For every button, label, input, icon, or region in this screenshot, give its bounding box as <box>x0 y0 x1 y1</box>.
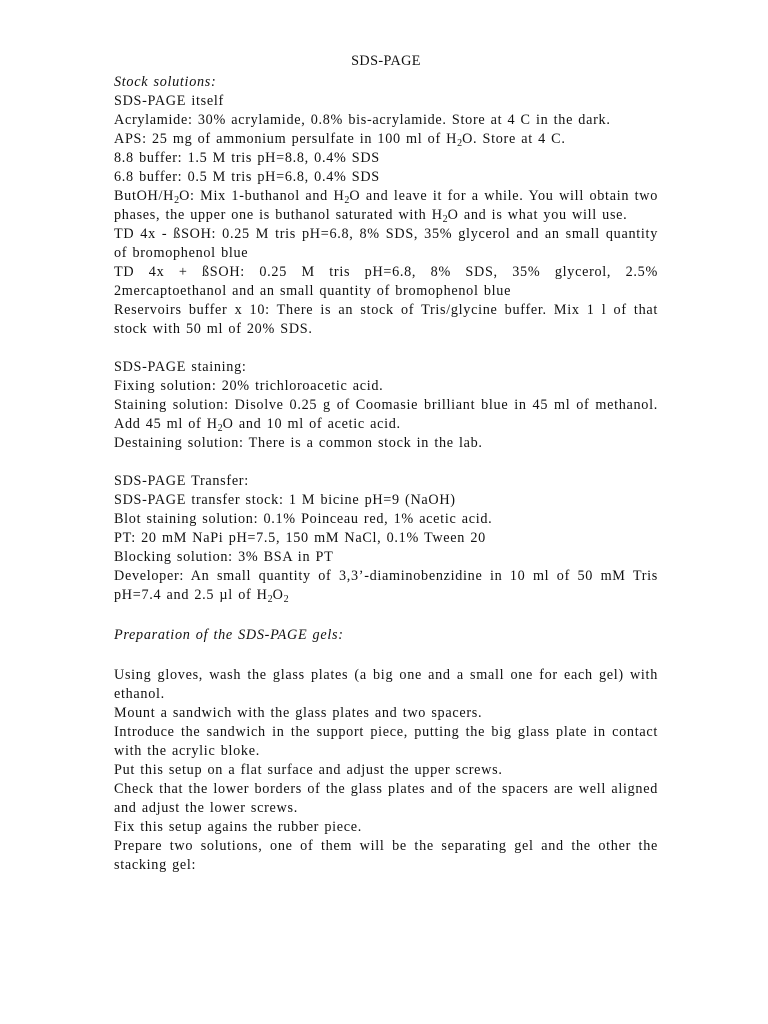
transfer-heading: SDS-PAGE Transfer: <box>114 473 249 489</box>
staining-heading: SDS-PAGE staining: <box>114 359 247 375</box>
staining-section <box>114 358 658 453</box>
staining-solution-line: Staining solution: Disolve 0.25 g of Coomasie brilliant blue in 45 ml of methanol. Add 45 ml of $H_2O$ and 10 ml of acetic acid. <box>114 397 658 434</box>
prep-step: Mount a sandwich with the glass plates and two spacers. <box>114 705 483 721</box>
aps-line: APS: 25 mg of ammonium persulfate in 100 ml of $H_2O$. Store at 4 C. <box>114 131 566 149</box>
fixing-line: Fixing solution: 20% trichloroacetic acid. <box>114 378 384 394</box>
stock-subheading: SDS-PAGE itself <box>114 93 224 109</box>
spacer <box>114 645 658 666</box>
document-title: SDS-PAGE <box>351 53 421 69</box>
spacer <box>114 339 658 358</box>
blocking-line: Blocking solution: 3% BSA in PT <box>114 549 334 565</box>
prep-step: Introduce the sandwich in the support piece, putting the big glass plate in contact with the acrylic bloke. <box>114 724 658 759</box>
preparation-section <box>114 626 658 875</box>
spacer <box>114 453 658 472</box>
destaining-line: Destaining solution: There is a common stock in the lab. <box>114 435 483 451</box>
transfer-stock-line: SDS-PAGE transfer stock: 1 M bicine pH=9 (NaOH) <box>114 492 456 508</box>
buffer-68-line: 6.8 buffer: 0.5 M tris pH=6.8, 0.4% SDS <box>114 169 380 185</box>
blot-staining-line: Blot staining solution: 0.1% Poinceau red, 1% acetic acid. <box>114 511 493 527</box>
acrylamide-line: Acrylamide: 30% acrylamide, 0.8% bis-acrylamide. Store at 4 C in the dark. <box>114 112 611 128</box>
spacer <box>114 605 658 626</box>
prep-step: Put this setup on a flat surface and adjust the upper screws. <box>114 762 503 778</box>
stock-heading: Stock solutions: <box>114 74 217 90</box>
reservoirs-line: Reservoirs buffer x 10: There is an stock of Tris/glycine buffer. Mix 1 l of that stock with 50 ml of 20% SDS. <box>114 302 658 337</box>
td-minus-line: TD 4x - ßSOH: 0.25 M tris pH=6.8, 8% SDS, 35% glycerol and an small quantity of bromophenol blue <box>114 226 658 261</box>
prep-step: Prepare two solutions, one of them will be the separating gel and the other the stacking gel: <box>114 838 658 873</box>
transfer-section <box>114 472 658 605</box>
td-plus-line: TD 4x + ßSOH: 0.25 M tris pH=6.8, 8% SDS, 35% glycerol, 2.5% 2mercaptoethanol and an small quantity of bromophenol blue <box>114 264 658 299</box>
preparation-heading: Preparation of the SDS-PAGE gels: <box>114 627 344 643</box>
stock-solutions-section <box>114 73 658 339</box>
prep-step: Fix this setup agains the rubber piece. <box>114 819 363 835</box>
buffer-88-line: 8.8 buffer: 1.5 M tris pH=8.8, 0.4% SDS <box>114 150 380 166</box>
prep-step: Using gloves, wash the glass plates (a big one and a small one for each gel) with ethanol. <box>114 667 658 702</box>
butoh-line: ButOH/$H_2O$: Mix 1-buthanol and $H_2O$ and leave it for a while. You will obtain two phases, the upper one is buthanol saturated with $H_2O$ and is what you will use. <box>114 188 658 225</box>
pt-line: PT: 20 mM NaPi pH=7.5, 150 mM NaCl, 0.1% Tween 20 <box>114 530 486 546</box>
developer-line: Developer: An small quantity of 3,3’-diaminobenzidine in 10 ml of 50 mM Tris pH=7.4 and 2.5 µl of $H_2O_2$ <box>114 568 658 605</box>
prep-step: Check that the lower borders of the glass plates and of the spacers are well aligned and adjust the lower screws. <box>114 781 658 816</box>
